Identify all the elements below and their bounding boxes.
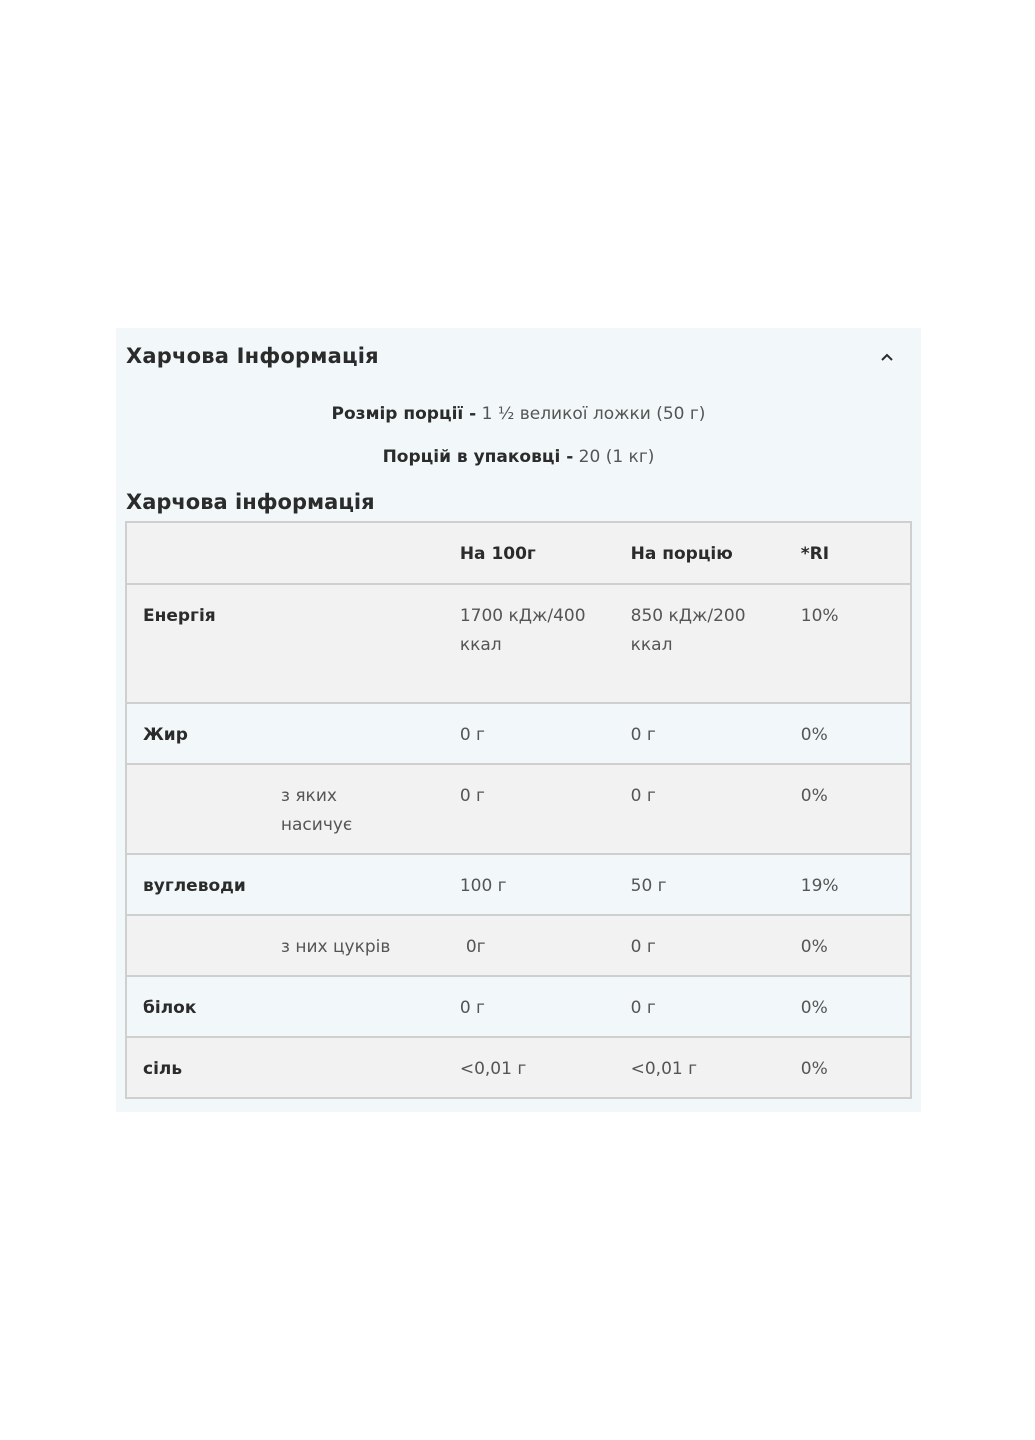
serving-size [116,404,921,424]
header-per-serving: На порцію [631,522,801,584]
row-sub [281,703,460,764]
row-sub: з яких насичує [281,764,460,854]
table-row [126,915,911,976]
row-per-serving: 0 г [631,915,801,976]
serving-size-label: Розмір порції - [331,404,477,424]
table-title: Харчова інформація [126,490,375,514]
row-name: Жир [126,703,281,764]
table-row [126,1037,911,1098]
servings-per-pack-value: 20 (1 кг) [578,447,655,467]
accordion-title: Харчова Інформація [126,344,379,368]
nutrition-panel [116,328,921,1112]
row-per-serving: 850 кДж/200 ккал [631,584,801,703]
row-name: сіль [126,1037,281,1098]
row-sub [281,584,460,703]
header-sub [281,522,460,584]
row-name [126,915,281,976]
row-name: білок [126,976,281,1037]
row-name [126,764,281,854]
row-sub [281,976,460,1037]
row-ri: 0% [801,703,911,764]
serving-size-value: 1 ½ великої ложки (50 г) [481,404,706,424]
row-per-100g-value: 0г [465,937,486,957]
row-sub [281,1037,460,1098]
header-name [126,522,281,584]
row-per-100g [460,915,631,976]
row-sub: з них цукрів [281,915,460,976]
table-row [126,703,911,764]
row-ri: 0% [801,1037,911,1098]
table-header-row [126,522,911,584]
row-name: Енергія [126,584,281,703]
row-per-100g: 100 г [460,854,631,915]
row-ri: 0% [801,915,911,976]
row-sub [281,854,460,915]
row-per-100g: 0 г [460,703,631,764]
row-ri: 0% [801,976,911,1037]
row-per-serving: 50 г [631,854,801,915]
chevron-up-icon[interactable] [878,348,896,366]
table-row [126,854,911,915]
accordion-header[interactable] [116,328,921,386]
table-row [126,584,911,703]
row-ri: 19% [801,854,911,915]
header-per-100g: На 100г [460,522,631,584]
row-name: вуглеводи [126,854,281,915]
row-per-100g: 0 г [460,976,631,1037]
servings-per-pack-label: Порцій в упаковці - [382,447,574,467]
header-ri: *RI [801,522,911,584]
row-per-serving: 0 г [631,703,801,764]
row-per-100g: 0 г [460,764,631,854]
row-per-serving: 0 г [631,764,801,854]
table-row [126,764,911,854]
table-row [126,976,911,1037]
row-per-100g: 1700 кДж/400 ккал [460,584,631,703]
row-per-serving: 0 г [631,976,801,1037]
nutrition-table [125,521,912,1099]
row-per-serving: <0,01 г [631,1037,801,1098]
servings-per-pack [116,447,921,467]
row-per-100g: <0,01 г [460,1037,631,1098]
row-ri: 10% [801,584,911,703]
row-ri: 0% [801,764,911,854]
